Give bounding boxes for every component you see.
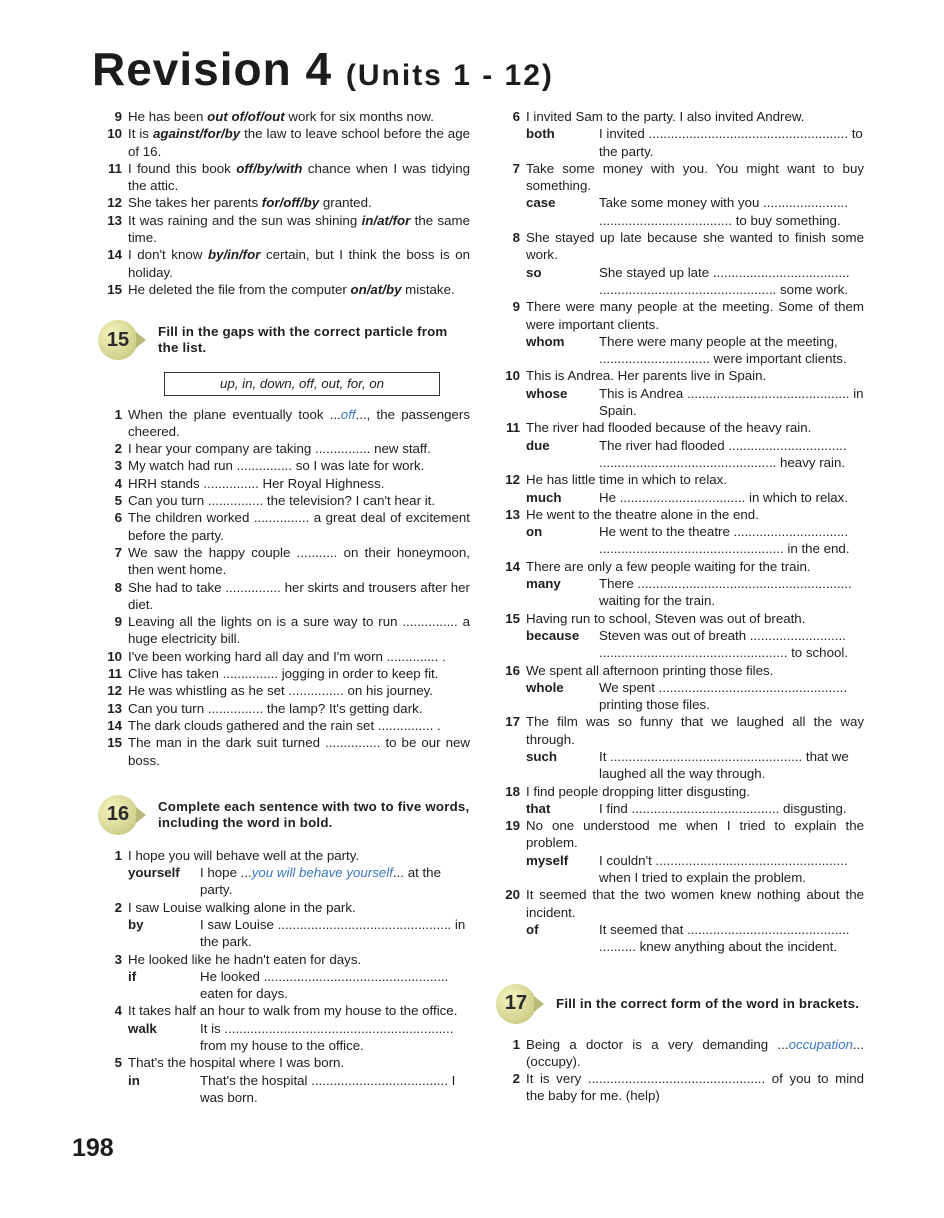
transform-item	[98, 847, 470, 899]
item-text: It was raining and the sun was shining in/at/for the same time.	[128, 212, 471, 246]
keyword: much	[526, 489, 562, 505]
gap-item	[98, 734, 470, 769]
item-number: 2	[114, 899, 122, 915]
keyword: that	[526, 800, 551, 816]
keyword-sentence: Take some money with you ....................... .................................... to buy something.	[599, 195, 849, 228]
choice-item	[98, 108, 470, 125]
item-text: This is Andrea. Her parents live in Spain.	[526, 368, 767, 384]
exercise-17-header	[496, 984, 864, 1024]
item-number: 12	[505, 472, 520, 488]
item-number: 6	[512, 109, 520, 124]
transform-sentence	[496, 419, 864, 436]
item-text: He was whistling as he set ............... on his journey.	[128, 683, 433, 699]
item-text: She had to take ............... her skirts and trousers after her diet.	[128, 579, 470, 612]
item-text: I saw Louise walking alone in the park.	[128, 899, 356, 915]
exercise-15-header	[98, 320, 470, 360]
transform-item	[496, 229, 864, 298]
item-text: The children worked ............... a great deal of excitement before the party.	[128, 510, 470, 543]
item-number: 18	[505, 783, 520, 799]
gap-item	[98, 492, 470, 509]
exercise-15-wordlist: up, in, down, off, out, for, on	[164, 372, 440, 395]
item-options: off/by/with	[236, 160, 303, 176]
item-text: He deleted the file from the computer on/at/by mistake.	[128, 281, 455, 297]
transform-sentence	[98, 899, 470, 916]
item-number: 10	[107, 126, 122, 142]
keyword: by	[128, 916, 144, 932]
item-number: 13	[107, 700, 122, 716]
transform-sentence	[496, 506, 864, 523]
keyword-row	[496, 852, 864, 887]
item-number: 15	[107, 281, 122, 297]
exercise-16-badge: 16	[98, 795, 138, 835]
example-answer: off	[340, 406, 356, 422]
title-subtitle: (Units 1 - 12)	[345, 59, 554, 92]
gap-item	[98, 700, 470, 717]
item-text: That's the hospital where I was born.	[128, 1055, 345, 1071]
item-text: Being a doctor is a very demanding ...occupation... (occupy).	[526, 1036, 864, 1069]
keyword-sentence: He went to the theatre ............................... .................................................. in the end.	[599, 524, 850, 557]
item-text: We spent all afternoon printing those files.	[526, 662, 774, 678]
keyword-sentence: He .................................. in which to relax.	[599, 489, 849, 505]
keyword-sentence: I saw Louise ............................................... in the park.	[200, 916, 466, 950]
item-text: The river had flooded because of the heavy rain.	[526, 420, 812, 436]
keyword: both	[526, 126, 555, 142]
item-number: 4	[114, 1003, 122, 1019]
keyword-sentence: This is Andrea ............................................ in Spain.	[599, 385, 864, 419]
item-number: 1	[114, 847, 122, 863]
transform-sentence	[496, 229, 864, 264]
item-text: It is against/for/by the law to leave school before the age of 16.	[128, 126, 470, 159]
keyword-row	[496, 800, 864, 817]
exercise-16-left-items	[98, 847, 470, 1106]
transform-item	[496, 783, 864, 818]
exercise-15-badge: 15	[98, 320, 138, 360]
transform-item	[496, 471, 864, 506]
item-text: Clive has taken ............... jogging in order to keep fit.	[128, 666, 439, 682]
transform-sentence	[496, 817, 864, 852]
gap-item	[98, 475, 470, 492]
exercise-17-items	[496, 1036, 864, 1105]
item-text: Can you turn ............... the lamp? It's getting dark.	[128, 700, 423, 716]
exercise-17-instruction: Fill in the correct form of the word in brackets.	[556, 995, 860, 1011]
transform-item	[496, 558, 864, 610]
item-text: The film was so funny that we laughed all the way through.	[526, 714, 864, 747]
transform-item	[496, 610, 864, 662]
keyword-row	[496, 748, 864, 783]
item-text: I invited Sam to the party. I also invited Andrew.	[526, 109, 805, 124]
transform-sentence	[496, 108, 864, 125]
gap-item	[98, 717, 470, 734]
item-text: No one understood me when I tried to explain the problem.	[526, 818, 864, 851]
item-number: 6	[114, 510, 122, 526]
gap-item	[98, 648, 470, 665]
transform-item	[496, 108, 864, 160]
keyword: due	[526, 437, 550, 453]
item-number: 2	[114, 441, 122, 457]
keyword-row	[98, 916, 470, 951]
item-text: I find people dropping litter disgusting.	[526, 783, 750, 799]
choice-item	[98, 246, 470, 281]
keyword: so	[526, 264, 542, 280]
keyword-row	[496, 385, 864, 420]
keyword-row	[496, 489, 864, 506]
item-text: I've been working hard all day and I'm worn .............. .	[128, 648, 446, 664]
item-number: 4	[114, 475, 122, 491]
keyword-sentence: There .......................................................... waiting for the train.	[599, 576, 852, 609]
item-text: He went to the theatre alone in the end.	[526, 506, 759, 522]
keyword-row	[496, 194, 864, 229]
transform-sentence	[98, 1054, 470, 1071]
transform-sentence	[98, 847, 470, 864]
keyword-sentence: There were many people at the meeting, .............................. were important clients.	[599, 333, 847, 367]
keyword: such	[526, 748, 558, 764]
item-number: 7	[114, 544, 122, 560]
gap-item	[98, 406, 470, 441]
keyword: myself	[526, 852, 569, 868]
transform-item	[98, 1002, 470, 1054]
item-text: Having run to school, Steven was out of breath.	[526, 610, 806, 626]
transform-sentence	[496, 783, 864, 800]
keyword-sentence: I find ........................................ disgusting.	[599, 800, 847, 816]
item-number: 3	[114, 951, 122, 967]
choice-item	[98, 194, 470, 211]
item-number: 8	[114, 579, 122, 595]
transform-sentence	[496, 298, 864, 333]
choice-item	[98, 212, 470, 247]
item-number: 1	[114, 406, 122, 422]
transform-item	[98, 1054, 470, 1106]
gap-item	[98, 579, 470, 614]
choice-item	[98, 160, 470, 195]
item-number: 11	[107, 160, 122, 176]
item-number: 13	[107, 212, 122, 228]
item-options: against/for/by	[152, 126, 241, 142]
keyword-sentence: That's the hospital ..................................... I was born.	[200, 1072, 456, 1105]
item-options: out of/of/out	[207, 109, 285, 124]
item-number: 7	[512, 160, 520, 176]
keyword: on	[526, 524, 543, 540]
item-number: 2	[512, 1071, 520, 1087]
exercise-16-right-items	[496, 108, 864, 956]
gap-item	[98, 544, 470, 579]
keyword: whom	[526, 333, 565, 349]
transform-item	[496, 298, 864, 367]
item-number: 15	[107, 735, 122, 751]
exercise-15-instruction: Fill in the gaps with the correct particle from the list.	[158, 324, 448, 356]
item-options: for/off/by	[261, 195, 320, 211]
item-text: She stayed up late because she wanted to finish some work.	[526, 230, 864, 263]
choice-item	[98, 281, 470, 298]
transform-item	[496, 367, 864, 419]
item-text: She takes her parents for/off/by granted.	[128, 195, 372, 211]
keyword-row	[496, 333, 864, 368]
item-text: HRH stands ............... Her Royal Highness.	[128, 475, 385, 491]
gap-item	[496, 1036, 864, 1071]
item-number: 9	[114, 109, 122, 124]
keyword-row	[496, 264, 864, 299]
item-text: He has been out of/of/out work for six months now.	[128, 109, 434, 124]
keyword-row	[496, 921, 864, 956]
page-number: 198	[72, 1134, 114, 1162]
item-text: We saw the happy couple ........... on their honeymoon, then went home.	[128, 544, 470, 578]
keyword-row	[496, 125, 864, 160]
item-text: My watch had run ............... so I was late for work.	[128, 458, 425, 474]
item-number: 5	[114, 1055, 122, 1071]
transform-sentence	[496, 471, 864, 488]
transform-item	[98, 899, 470, 951]
item-number: 8	[512, 230, 520, 246]
item-text: I hope you will behave well at the party.	[128, 847, 360, 863]
item-number: 20	[505, 887, 520, 903]
keyword-sentence: It .................................................... that we laughed all the way through.	[599, 748, 849, 782]
choice-item	[98, 125, 470, 160]
gap-item	[98, 613, 470, 648]
keyword-sentence: I invited ...................................................... to the party.	[599, 126, 863, 159]
item-number: 10	[107, 648, 122, 664]
item-number: 11	[505, 420, 520, 436]
item-number: 13	[505, 506, 520, 522]
keyword-row	[496, 575, 864, 610]
keyword-sentence: It is .............................................................. from my house to the office.	[200, 1020, 454, 1054]
gap-item	[98, 440, 470, 457]
title-main: Revision 4	[92, 43, 333, 95]
keyword-sentence: I hope ...you will behave yourself... at the party.	[200, 865, 441, 898]
item-number: 5	[114, 493, 122, 509]
transform-sentence	[496, 558, 864, 575]
item-text: Can you turn ............... the television? I can't hear it.	[128, 493, 436, 509]
keyword: of	[526, 921, 539, 937]
item-number: 9	[512, 299, 520, 315]
item-text: When the plane eventually took ...off..., the passengers cheered.	[128, 406, 470, 439]
gap-item	[496, 1070, 864, 1105]
item-text: I found this book off/by/with chance when I was tidying the attic.	[128, 160, 470, 194]
item-options: in/at/for	[361, 212, 411, 228]
transform-item	[496, 817, 864, 886]
gap-item	[98, 665, 470, 682]
item-text: Leaving all the lights on is a sure way to run ............... a huge electricity bill.	[128, 614, 470, 647]
keyword-row	[98, 968, 470, 1003]
keyword: because	[526, 627, 580, 643]
transform-sentence	[496, 713, 864, 748]
transform-item	[496, 713, 864, 782]
page-title	[92, 42, 554, 96]
transform-item	[496, 662, 864, 714]
item-number: 12	[107, 683, 122, 699]
exercise-16-instruction: Complete each sentence with two to five words, including the word in bold.	[158, 798, 470, 830]
keyword-sentence: She stayed up late ..................................... ................................................ some work.	[599, 264, 850, 297]
gap-item	[98, 682, 470, 699]
item-text: Take some money with you. You might want to buy something.	[526, 160, 864, 194]
transform-item	[496, 419, 864, 471]
item-number: 17	[505, 714, 520, 730]
keyword-sentence: He looked .................................................. eaten for days.	[200, 968, 449, 1002]
keyword: yourself	[128, 865, 180, 881]
item-number: 14	[107, 247, 122, 263]
item-options: on/at/by	[350, 281, 402, 297]
transform-sentence	[496, 160, 864, 195]
keyword: case	[526, 195, 556, 211]
transform-sentence	[496, 610, 864, 627]
transform-sentence	[98, 951, 470, 968]
keyword-row	[496, 679, 864, 714]
transform-item	[496, 506, 864, 558]
keyword-sentence: It seemed that ............................................ .......... knew anything about the incident.	[599, 921, 850, 955]
item-number: 1	[512, 1036, 520, 1052]
item-text: I don't know by/in/for certain, but I think the boss is on holiday.	[128, 247, 470, 280]
item-text: The man in the dark suit turned ............... to be our new boss.	[128, 735, 470, 768]
keyword: whose	[526, 385, 568, 401]
keyword-row	[496, 523, 864, 558]
item-text: It is very ................................................ of you to mind the baby for me. (help)	[526, 1071, 864, 1104]
keyword: whole	[526, 679, 564, 695]
keyword-row	[496, 437, 864, 472]
transform-sentence	[496, 886, 864, 921]
item-text: He has little time in which to relax.	[526, 472, 728, 488]
gap-item	[98, 509, 470, 544]
item-number: 11	[107, 666, 122, 682]
keyword: walk	[128, 1020, 157, 1036]
keyword-row	[98, 864, 470, 899]
example-answer: occupation	[788, 1036, 853, 1052]
left-column	[98, 108, 470, 1106]
item-text: The dark clouds gathered and the rain set ............... .	[128, 717, 441, 733]
exercise-17-badge: 17	[496, 984, 536, 1024]
item-number: 9	[114, 614, 122, 630]
item-number: 14	[107, 717, 122, 733]
item-number: 3	[114, 458, 122, 474]
item-number: 14	[505, 558, 520, 574]
item-text: It seemed that the two women knew nothing about the incident.	[526, 887, 864, 920]
transform-item	[496, 160, 864, 229]
item-number: 19	[505, 818, 520, 834]
transform-item	[98, 951, 470, 1003]
right-column	[496, 108, 864, 1105]
keyword-row	[496, 627, 864, 662]
item-number: 12	[107, 195, 122, 211]
item-text: It takes half an hour to walk from my house to the office.	[128, 1003, 458, 1019]
exercise-15-items	[98, 406, 470, 769]
gap-item	[98, 457, 470, 474]
keyword-sentence: I couldn't .................................................... when I tried to explain the problem.	[599, 852, 848, 886]
transform-sentence	[496, 367, 864, 384]
keyword: many	[526, 576, 561, 592]
choice-item-list	[98, 108, 470, 298]
item-text: There were many people at the meeting. Some of them were important clients.	[526, 299, 864, 332]
item-text: I hear your company are taking ............... new staff.	[128, 441, 431, 457]
item-number: 15	[505, 610, 520, 626]
keyword-sentence: Steven was out of breath .......................... ................................................... to school.	[599, 627, 849, 661]
keyword: in	[128, 1072, 140, 1088]
item-number: 16	[505, 662, 520, 678]
transform-sentence	[98, 1002, 470, 1019]
transform-sentence	[496, 662, 864, 679]
keyword-row	[98, 1072, 470, 1107]
keyword-row	[98, 1020, 470, 1055]
item-options: by/in/for	[207, 247, 261, 263]
item-text: There are only a few people waiting for the train.	[526, 558, 811, 574]
keyword-sentence: The river had flooded ................................ ................................................ heavy rain.	[599, 437, 847, 470]
keyword-sentence: We spent ................................................... printing those files.	[599, 679, 848, 713]
item-number: 10	[505, 368, 520, 384]
exercise-16-header	[98, 795, 470, 835]
item-text: He looked like he hadn't eaten for days.	[128, 951, 362, 967]
transform-item	[496, 886, 864, 955]
example-answer: you will behave yourself	[251, 865, 393, 881]
keyword: if	[128, 968, 137, 984]
